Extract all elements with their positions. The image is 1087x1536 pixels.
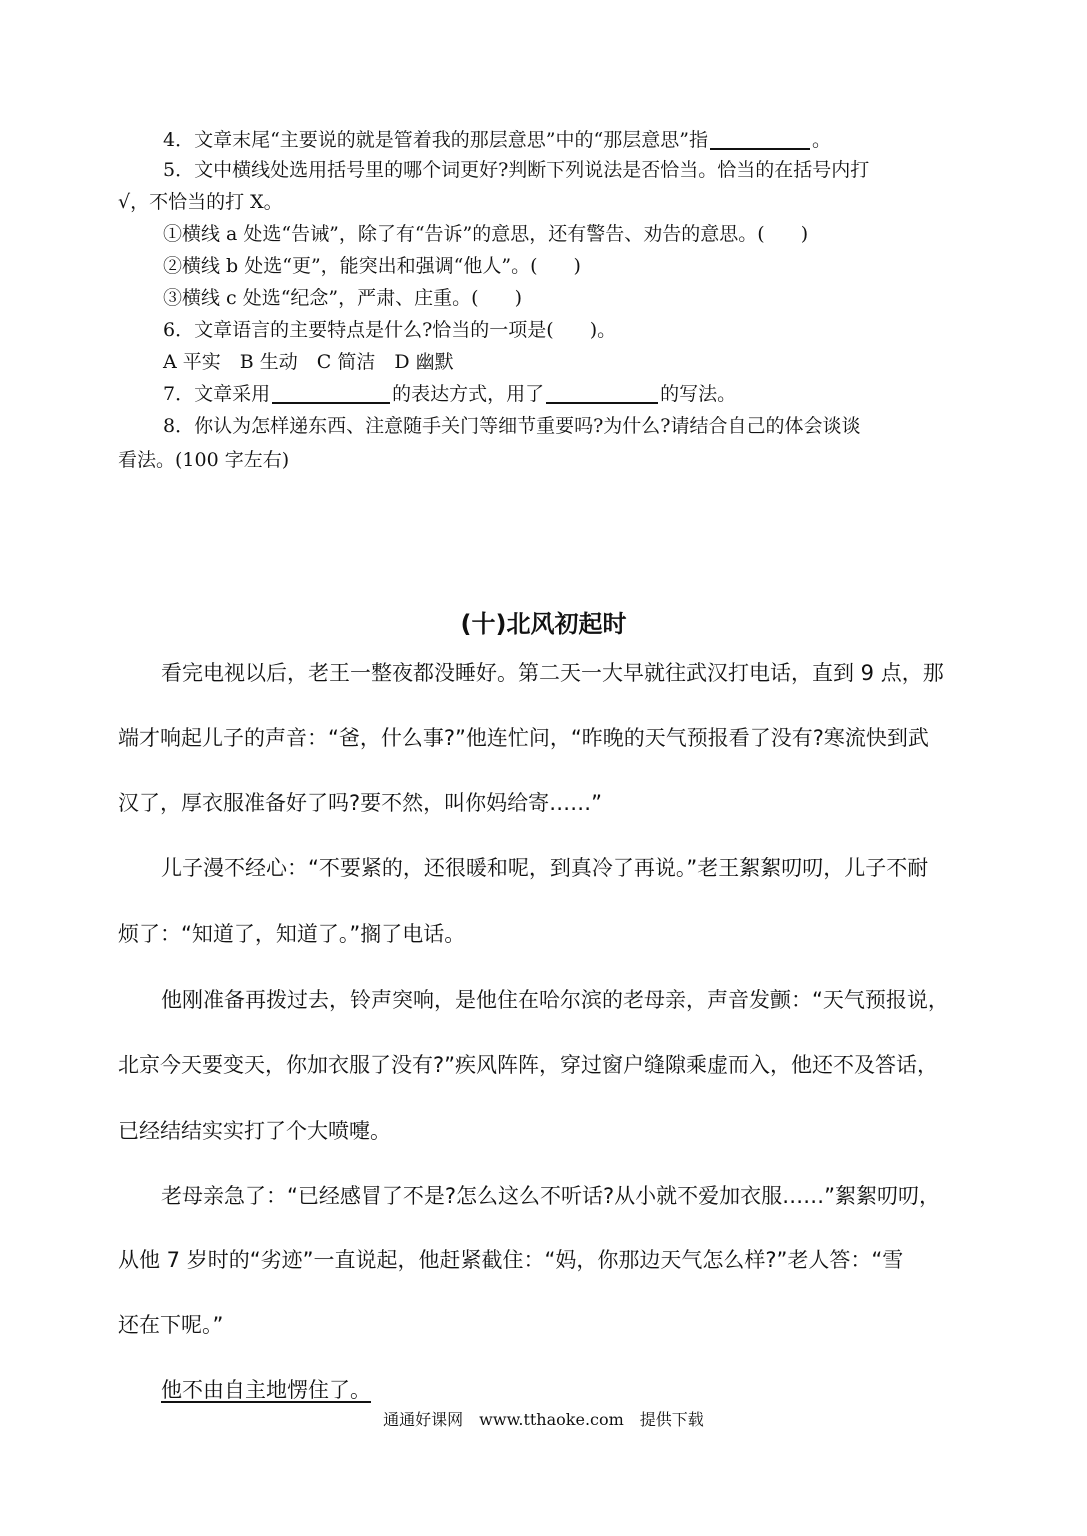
answer-blank[interactable] [710,128,810,150]
article-line-underlined: 他不由自主地愣住了。 [161,1378,371,1402]
question-6: 6．文章语言的主要特点是什么?恰当的一项是( )。 [163,319,617,341]
article-line: 老母亲急了：“已经感冒了不是?怎么这么不听话?从小就不爱加衣服……”絮絮叨叨， [161,1184,941,1208]
article-line: 北京今天要变天，你加衣服了没有?”疾风阵阵，穿过窗户缝隙乘虚而入，他还不及答话， [118,1053,939,1077]
article-title: (十)北风初起时 [460,610,627,638]
article-line: 从他 7 岁时的“劣迹”一直说起，他赶紧截住：“妈，你那边天气怎么样?”老人答：“雪 [118,1248,904,1272]
article-line: 端才响起儿子的声音：“爸，什么事?”他连忙问，“昨晚的天气预报看了没有?寒流快到武 [118,726,929,750]
question-7: 7．文章采用 的表达方式，用了 的写法。 [163,383,737,405]
question-5-line-2: √，不恰当的打 X。 [118,191,283,213]
answer-blank[interactable] [546,382,658,404]
question-6-options: A 平实 B 生动 C 简洁 D 幽默 [163,351,454,373]
question-8-line-2: 看法。(100 字左右) [118,449,290,471]
article-line: 已经结结实实打了个大喷嚏。 [118,1119,391,1143]
question-5-item-3: ③横线 c 处选“纪念”，严肃、庄重。( ) [163,287,522,309]
article-line: 看完电视以后，老王一整夜都没睡好。第二天一大早就往武汉打电话，直到 9 点，那 [161,661,944,685]
page-footer: 通通好课网 www.tthaoke.com 提供下载 [383,1410,704,1429]
article-line: 他刚准备再拨过去，铃声突响，是他住在哈尔滨的老母亲，声音发颤：“天气预报说， [161,988,949,1012]
article-line: 儿子漫不经心：“不要紧的，还很暖和呢，到真冷了再说。”老王絮絮叨叨，儿子不耐 [161,856,929,880]
answer-blank[interactable] [272,382,390,404]
question-5-item-1: ①横线 a 处选“告诫”，除了有“告诉”的意思，还有警告、劝告的意思。( ) [163,223,809,245]
question-4: 4．文章末尾“主要说的就是管着我的那层意思”中的“那层意思”指 。 [163,129,831,151]
article-line: 还在下呢。” [118,1313,224,1337]
question-5-item-2: ②横线 b 处选“更”，能突出和强调“他人”。( ) [163,255,581,277]
article-line: 烦了：“知道了，知道了。”搁了电话。 [118,922,466,946]
question-5-line-1: 5．文中横线处选用括号里的哪个词更好?判断下列说法是否恰当。恰当的在括号内打 [163,159,870,181]
question-8-line-1: 8．你认为怎样递东西、注意随手关门等细节重要吗?为什么?请结合自己的体会谈谈 [163,415,861,437]
article-line: 汉了，厚衣服准备好了吗?要不然，叫你妈给寄……” [118,791,603,815]
